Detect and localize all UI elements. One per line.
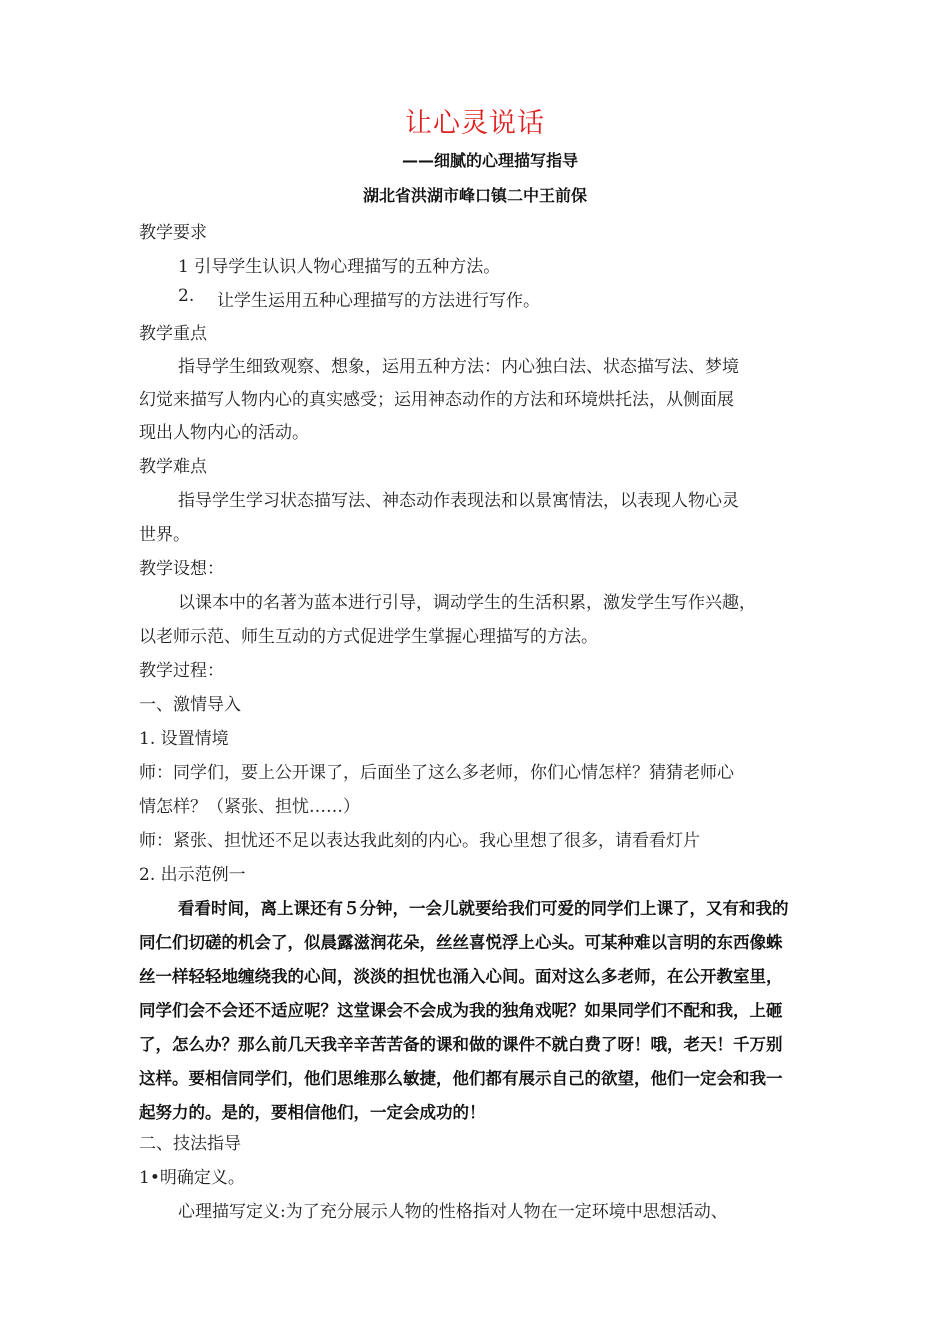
document-subtitle: ——细腻的心理描写指导 xyxy=(401,151,578,170)
focus-line: 现出人物内心的活动。 xyxy=(139,423,309,443)
heading-difficulty: 教学难点 xyxy=(139,457,207,477)
example-line: 了，怎么办？那么前几天我辛辛苦苦备的课和做的课件不就白费了呀！哦，老天！千万别 xyxy=(139,1035,783,1054)
heading-focus: 教学重点 xyxy=(139,324,207,344)
concept-line: 以课本中的名著为蓝本进行引导，调动学生的生活积累，激发学生写作兴趣， xyxy=(178,593,756,613)
requirement-2-text: 让学生运用五种心理描写的方法进行写作。 xyxy=(217,291,540,311)
example-line: 丝一样轻轻地缠绕我的心间，淡淡的担忧也涌入心间。面对这么多老师，在公开教室里， xyxy=(139,967,783,986)
difficulty-line: 指导学生学习状态描写法、神态动作表现法和以景寓情法，以表现人物心灵 xyxy=(178,491,739,511)
example-line: 起努力的。是的，要相信他们，一定会成功的！ xyxy=(139,1103,486,1122)
step-2: 2. 出示范例一 xyxy=(139,865,246,885)
focus-line: 幻觉来描写人物内心的真实感受；运用神态动作的方法和环境烘托法，从侧面展 xyxy=(139,390,734,410)
requirement-1: 1 引导学生认识人物心理描写的五种方法。 xyxy=(178,257,501,277)
example-line: 同仁们切磋的机会了，似晨露滋润花朵，丝丝喜悦浮上心头。可某种难以言明的东西像蛛 xyxy=(139,933,783,952)
teacher-line: 师：紧张、担忧还不足以表达我此刻的内心。我心里想了很多，请看看灯片 xyxy=(139,831,700,851)
example-line: 这样。要相信同学们，他们思维那么敏捷，他们都有展示自己的欲望，他们一定会和我一 xyxy=(139,1069,783,1088)
concept-line: 以老师示范、师生互动的方式促进学生掌握心理描写的方法。 xyxy=(139,627,598,647)
document-title: 让心灵说话 xyxy=(405,108,545,139)
heading-requirements: 教学要求 xyxy=(139,223,207,243)
example-line: 同学们会不会还不适应呢？这堂课会不会成为我的独角戏呢？如果同学们不配和我，上砸 xyxy=(139,1001,783,1020)
definition-line: 心理描写定义:为了充分展示人物的性格指对人物在一定环境中思想活动、 xyxy=(178,1202,728,1222)
step-define: 1•明确定义。 xyxy=(139,1168,245,1188)
teacher-line: 情怎样？（紧张、担忧……） xyxy=(139,797,360,817)
teacher-line: 师：同学们，要上公开课了，后面坐了这么多老师，你们心情怎样？猜猜老师心 xyxy=(139,763,734,783)
heading-concept: 教学设想： xyxy=(139,559,224,579)
step-1: 1. 设置情境 xyxy=(139,729,229,749)
part1-heading: 一、激情导入 xyxy=(139,695,241,715)
part2-heading: 二、技法指导 xyxy=(139,1134,241,1154)
document-author: 湖北省洪湖市峰口镇二中王前保 xyxy=(362,186,587,205)
heading-process: 教学过程： xyxy=(139,661,224,681)
example-line: 看看时间，离上课还有５分钟，一会儿就要给我们可爱的同学们上课了，又有和我的 xyxy=(178,899,789,918)
requirement-2-number: 2. xyxy=(178,286,195,306)
difficulty-line: 世界。 xyxy=(139,525,190,545)
focus-line: 指导学生细致观察、想象，运用五种方法：内心独白法、状态描写法、梦境 xyxy=(178,357,739,377)
